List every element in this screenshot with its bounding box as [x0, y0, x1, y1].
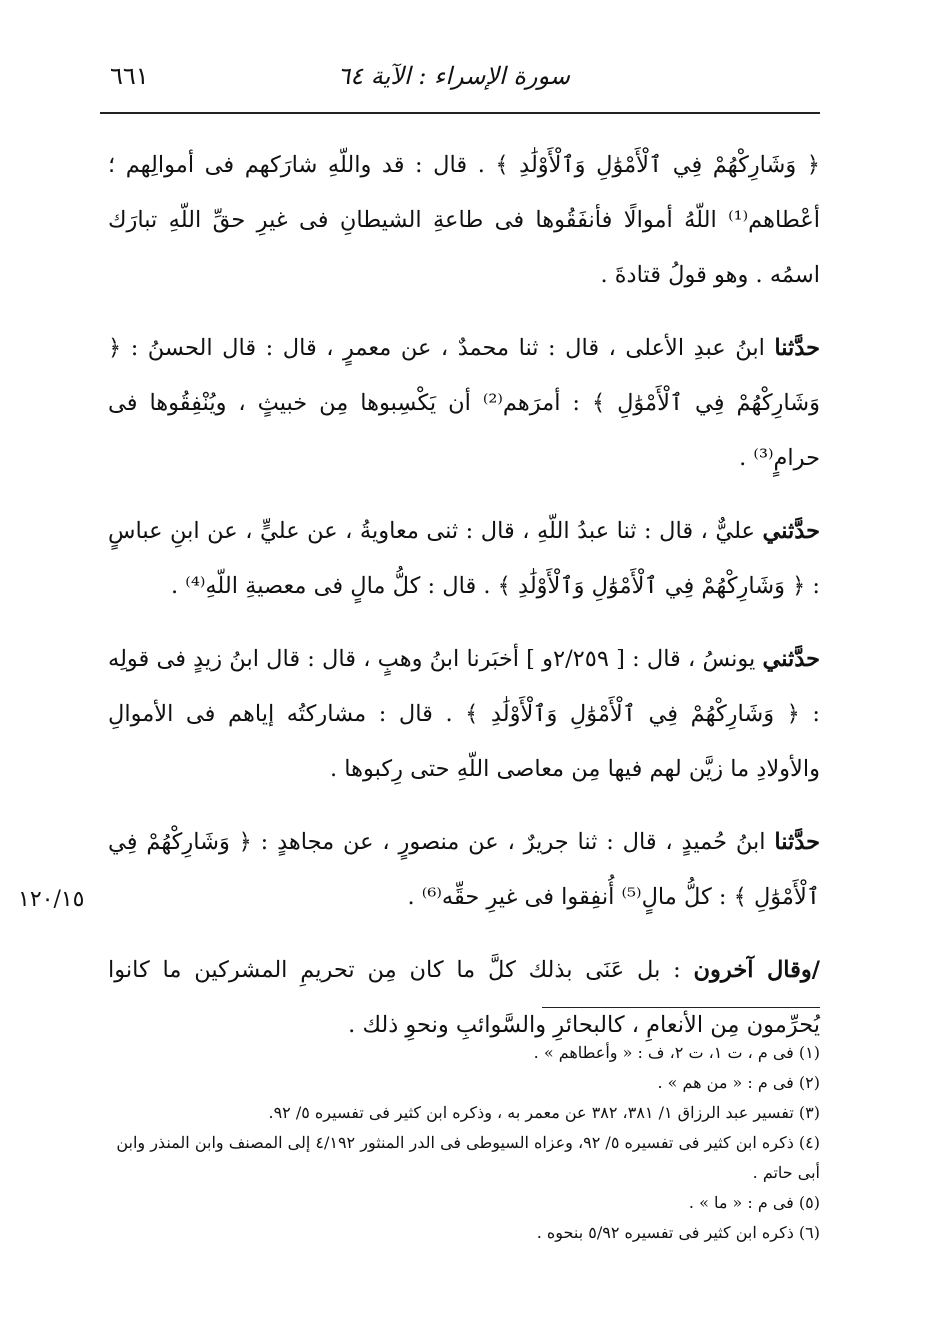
footnote: (٥) فى م : « ما » . [688, 1193, 820, 1212]
paragraph-text: : بل عَنَى بذلك كلَّ ما كان مِن تحريمِ المشركين ما كانوا يُحرِّمون مِن الأنعامِ ، كالبحائرِ والسَّوائبِ ونحوِ ذلك . [108, 957, 820, 1038]
footnote: (٦) ذكره ابن كثير فى تفسيره ٥/٩٢ بنحوه . [536, 1223, 820, 1242]
margin-reference: ١٢٠/١٥ [18, 887, 85, 912]
paragraph [108, 504, 820, 614]
paragraph [108, 815, 820, 925]
paragraph-text: ﴿ وَشَارِكْهُمْ فِي ٱلْأَمْوَٰلِ وَٱلْأَوْلَٰدِ ﴾ . قال : قد واللّهِ شارَكهم فى أموالِهم ؛ أعْطاهم⁽¹⁾ اللّهُ أموالًا فأنفَقُوها فى طاعةِ الشيطانِ فى غيرِ حقِّ اللّهِ تبارَك اسمُه . وهو قولُ قتادةَ . [108, 152, 820, 288]
running-title: سورة الإسراء : الآية ٦٤ [337, 62, 570, 90]
footnotes [92, 1038, 820, 1248]
paragraph [108, 321, 820, 486]
footnote: (٢) فى م : « من هم » . [657, 1073, 820, 1092]
footnote: (١) فى م ، ت ١، ت ٢، ف : « وأعطاهم » . [533, 1043, 820, 1062]
paragraph-text: عليٌّ ، قال : ثنا عبدُ اللّهِ ، قال : ثنى معاويةُ ، عن عليٍّ ، عن ابنِ عباسٍ : ﴿ وَشَارِكْهُمْ فِي ٱلْأَمْوَٰلِ وَٱلْأَوْلَٰدِ ﴾ . قال : كلُّ مالٍ فى معصيةِ اللّهِ⁽⁴⁾ . [108, 518, 820, 599]
footnote: (٣) تفسير عبد الرزاق ١/ ٣٨١، ٣٨٢ عن معمر به ، وذكره ابن كثير فى تفسيره ٥/ ٩٢. [268, 1103, 820, 1122]
page-header [100, 60, 820, 104]
header-rule [100, 112, 820, 114]
page-number: ٦٦١ [110, 62, 149, 90]
paragraph [108, 632, 820, 797]
paragraph-lead: /وقال آخرون [693, 957, 820, 983]
paragraph-lead: حدَّثني [762, 646, 820, 672]
footnote-rule [542, 1007, 820, 1008]
paragraph-text: ابنُ حُميدٍ ، قال : ثنا جريرٌ ، عن منصورٍ ، عن مجاهدٍ : ﴿ وَشَارِكْهُمْ فِي ٱلْأَمْوَٰلِ ﴾ : كلُّ مالٍ⁽⁵⁾ أُنفِقوا فى غيرِ حقِّه⁽⁶⁾ . [108, 829, 820, 910]
paragraph-text: ابنُ عبدِ الأعلى ، قال : ثنا محمدٌ ، عن معمرٍ ، قال : قال الحسنُ : ﴿ وَشَارِكْهُمْ فِي ٱلْأَمْوَٰلِ ﴾ : أمرَهم⁽²⁾ أن يَكْسِبوها مِن خبيثٍ ، ويُنْفِقُوها فى حرامٍ⁽³⁾ . [108, 335, 820, 471]
paragraph-lead: حدَّثني [762, 518, 820, 544]
paragraph-lead: حدَّثنا [774, 829, 820, 855]
footnote: (٤) ذكره ابن كثير فى تفسيره ٥/ ٩٢، وعزاه السيوطى فى الدر المنثور ٤/١٩٢ إلى المصنف وابن المنذر وابن أبى حاتم . [116, 1133, 820, 1182]
paragraph [108, 138, 820, 303]
paragraph-text: يونسُ ، قال : [ ٢/٢٥٩و ] أخبَرنا ابنُ وهبٍ ، قال : قال ابنُ زيدٍ فى قولِه : ﴿ وَشَارِكْهُمْ فِي ٱلْأَمْوَٰلِ وَٱلْأَوْلَٰدِ ﴾ . قال : مشاركتُه إياهم فى الأموالِ والأولادِ ما زيَّن لهم فيها مِن معاصى اللّهِ حتى رِكبوها . [108, 646, 820, 782]
paragraph-lead: حدَّثنا [774, 335, 820, 361]
paragraph [108, 943, 820, 1053]
main-text [108, 138, 820, 1071]
